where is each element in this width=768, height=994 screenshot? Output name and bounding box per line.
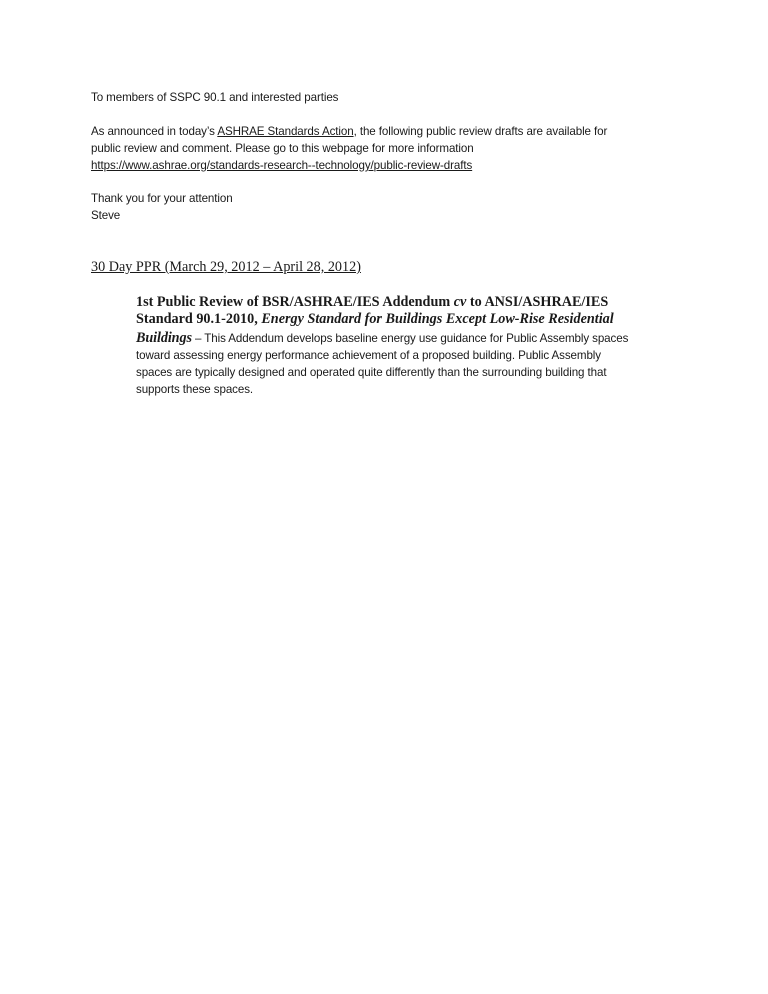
entry-title-line-2 [136,311,696,328]
standard-name: Energy Standard for Buildings Except Low-Rise Residential [261,311,614,327]
signature: Steve [91,209,121,222]
section-heading: 30 Day PPR (March 29, 2012 – April 28, 2012) [91,259,361,275]
entry-title-part: 1st Public Review of BSR/ASHRAE/IES Addendum [136,294,454,310]
desc-line-3: spaces are typically designed and operated quite differently than the surrounding building that [136,366,607,379]
review-entry-description [136,330,696,398]
greeting-line: To members of SSPC 90.1 and interested parties [91,91,339,104]
thanks-line: Thank you for your attention [91,192,233,205]
entry-title-part: to ANSI/ASHRAE/IES [466,294,609,310]
desc-line-1 [136,330,696,347]
standard-number: Standard 90.1-2010, [136,311,262,327]
announcement-line-2: public review and comment. Please go to this webpage for more information [91,142,474,155]
announcement-prefix: As announced in today’s [91,125,218,138]
standard-name-end: Buildings [136,330,192,346]
desc-line-2: toward assessing energy performance achievement of a proposed building. Public Assembly [136,349,601,362]
desc-text: – This Addendum develops baseline energy use guidance for Public Assembly spaces [191,332,629,345]
entry-title-line-1 [136,294,696,311]
public-review-url-link[interactable]: https://www.ashrae.org/standards-research--technology/public-review-drafts [91,159,473,172]
addendum-id: cv [453,294,467,310]
announcement-line-1 [91,123,607,140]
desc-line-4: supports these spaces. [136,383,254,396]
announcement-suffix: , the following public review drafts are available for [353,125,608,138]
review-entry-title [136,294,696,328]
standards-action-link[interactable]: ASHRAE Standards Action [217,125,354,138]
